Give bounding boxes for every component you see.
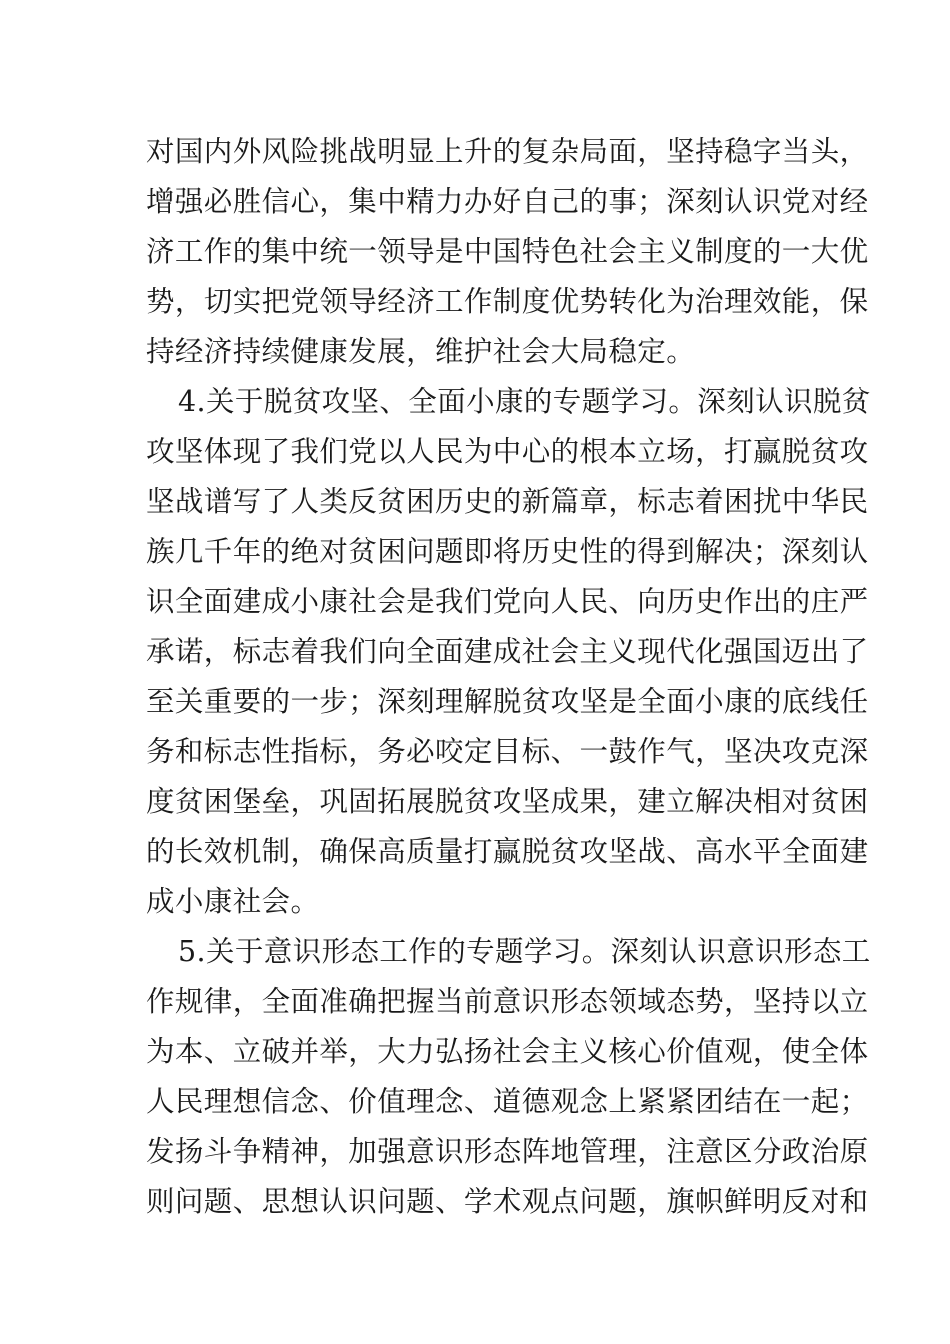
text-line: 承诺，标志着我们向全面建成社会主义现代化强国迈出了 bbox=[146, 635, 869, 668]
text-line: 攻坚体现了我们党以人民为中心的根本立场，打赢脱贫攻 bbox=[146, 435, 869, 468]
text-line: 至关重要的一步；深刻理解脱贫攻坚是全面小康的底线任 bbox=[146, 685, 869, 718]
text-line: 度贫困堡垒，巩固拓展脱贫攻坚成果，建立解决相对贫困 bbox=[146, 785, 869, 818]
text-line: 成小康社会。 bbox=[146, 885, 320, 918]
text-line: 势，切实把党领导经济工作制度优势转化为治理效能，保 bbox=[146, 285, 869, 318]
text-line: 族几千年的绝对贫困问题即将历史性的得到解决；深刻认 bbox=[146, 535, 869, 568]
text-line: 坚战谱写了人类反贫困历史的新篇章，标志着困扰中华民 bbox=[146, 485, 869, 518]
text-line: 对国内外风险挑战明显上升的复杂局面，坚持稳字当头， bbox=[146, 135, 869, 168]
text-line: 人民理想信念、价值理念、道德观念上紧紧团结在一起； bbox=[146, 1085, 869, 1118]
text-line: 为本、立破并举，大力弘扬社会主义核心价值观，使全体 bbox=[146, 1035, 869, 1068]
text-line: 务和标志性指标，务必咬定目标、一鼓作气，坚决攻克深 bbox=[146, 735, 869, 768]
text-line: 的长效机制，确保高质量打赢脱贫攻坚战、高水平全面建 bbox=[146, 835, 869, 868]
text-line: 发扬斗争精神，加强意识形态阵地管理，注意区分政治原 bbox=[146, 1135, 869, 1168]
paragraph-4-heading-line: 4.关于脱贫攻坚、全面小康的专题学习。深刻认识脱贫 bbox=[178, 385, 871, 418]
text-line: 则问题、思想认识问题、学术观点问题，旗帜鲜明反对和 bbox=[146, 1185, 869, 1218]
text-line: 济工作的集中统一领导是中国特色社会主义制度的一大优 bbox=[146, 235, 869, 268]
paragraph-5-heading-line: 5.关于意识形态工作的专题学习。深刻认识意识形态工 bbox=[178, 935, 871, 968]
text-line: 增强必胜信心，集中精力办好自己的事；深刻认识党对经 bbox=[146, 185, 869, 218]
text-line: 作规律，全面准确把握当前意识形态领域态势，坚持以立 bbox=[146, 985, 869, 1018]
text-line: 持经济持续健康发展，维护社会大局稳定。 bbox=[146, 335, 696, 368]
text-line: 识全面建成小康社会是我们党向人民、向历史作出的庄严 bbox=[146, 585, 869, 618]
